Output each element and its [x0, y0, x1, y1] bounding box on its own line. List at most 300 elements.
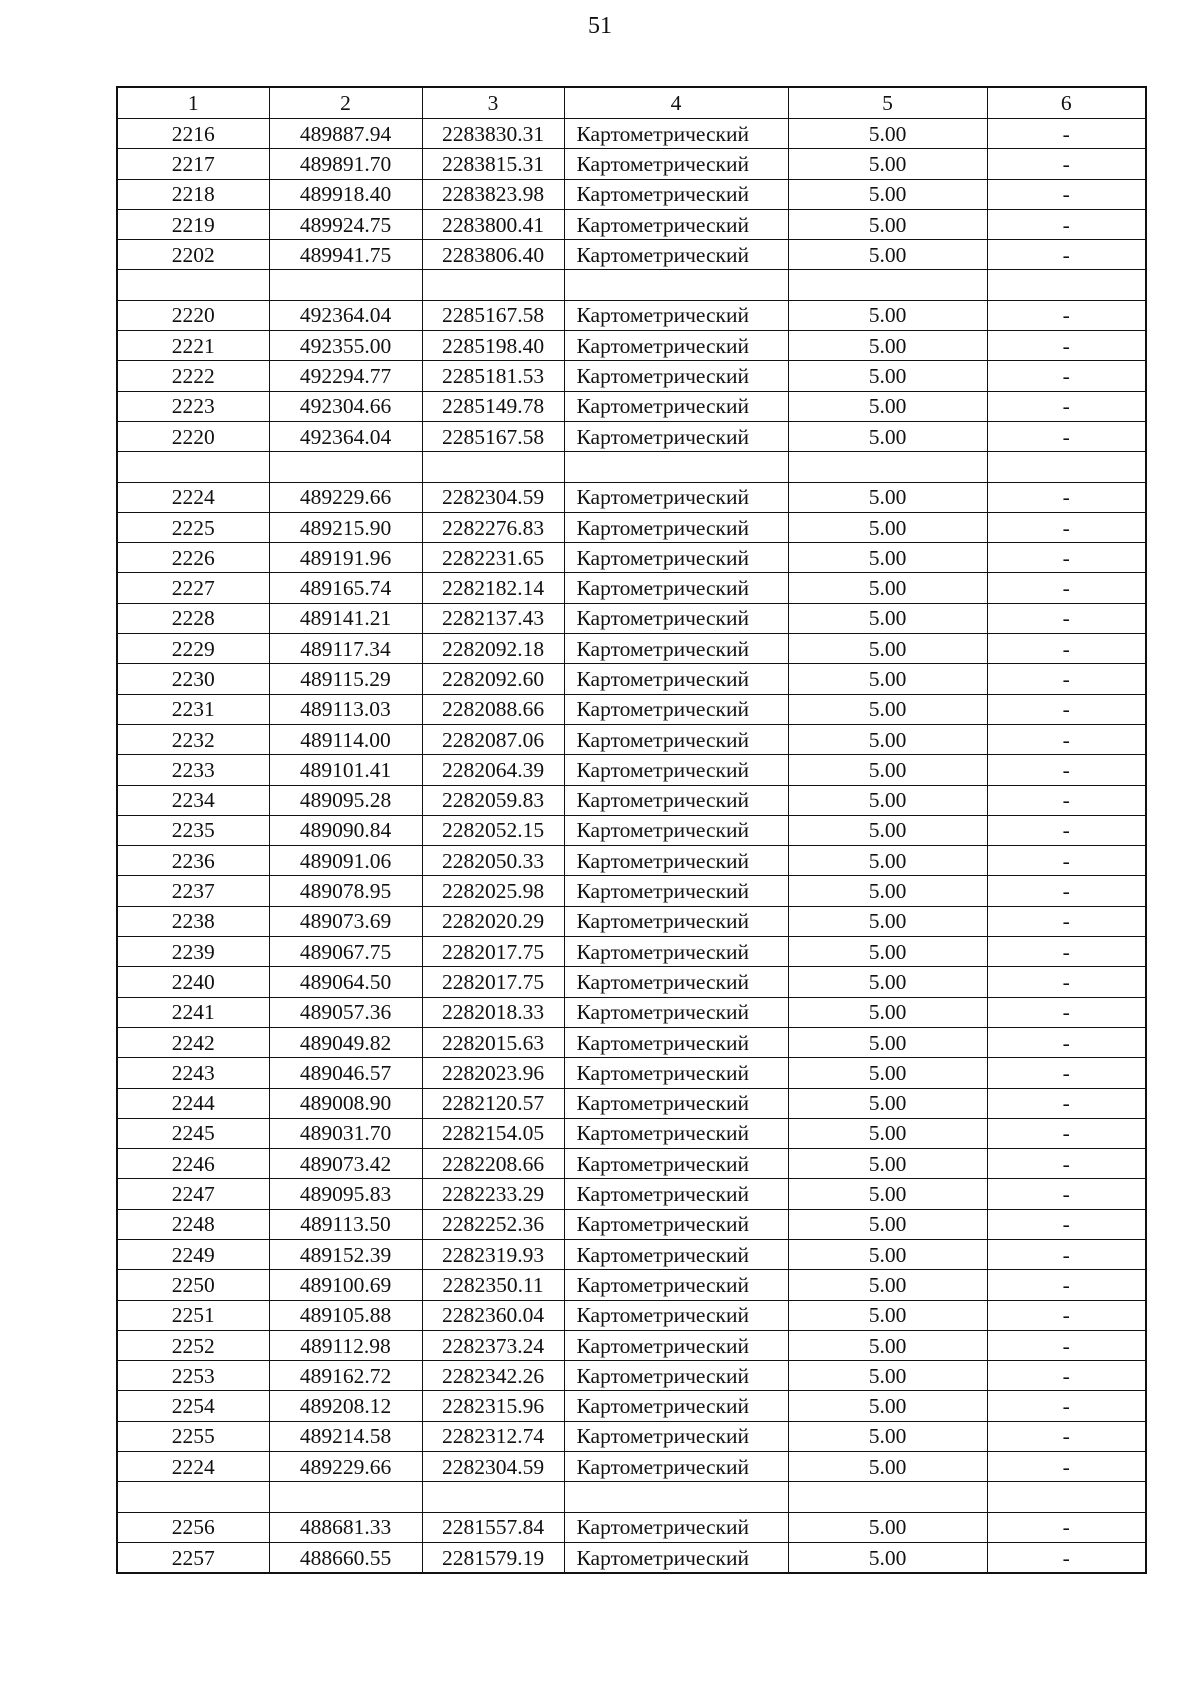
method-cell: Картометрический: [564, 1118, 788, 1148]
description-cell: -: [987, 1149, 1146, 1179]
y-coordinate-cell: 2281579.19: [422, 1542, 564, 1573]
description-cell: -: [987, 603, 1146, 633]
coordinates-table: [116, 86, 1147, 1574]
point-number-cell: 2232: [117, 724, 269, 754]
x-coordinate-cell: 489215.90: [269, 512, 422, 542]
point-number-cell: 2224: [117, 482, 269, 512]
description-cell: -: [987, 1088, 1146, 1118]
x-coordinate-cell: 489113.03: [269, 694, 422, 724]
description-cell: -: [987, 543, 1146, 573]
description-cell: -: [987, 482, 1146, 512]
point-number-cell: 2240: [117, 967, 269, 997]
accuracy-cell: 5.00: [788, 815, 987, 845]
point-number-cell: 2229: [117, 634, 269, 664]
y-coordinate-cell: 2282015.63: [422, 1027, 564, 1057]
table-row: [117, 694, 1146, 724]
point-number-cell: 2233: [117, 755, 269, 785]
description-cell: [987, 452, 1146, 482]
x-coordinate-cell: 489208.12: [269, 1391, 422, 1421]
x-coordinate-cell: [269, 1482, 422, 1512]
point-number-cell: 2248: [117, 1209, 269, 1239]
accuracy-cell: 5.00: [788, 1361, 987, 1391]
method-cell: Картометрический: [564, 573, 788, 603]
header-col-2: 2: [269, 87, 422, 119]
x-coordinate-cell: 492364.04: [269, 300, 422, 330]
point-number-cell: 2231: [117, 694, 269, 724]
accuracy-cell: [788, 1482, 987, 1512]
y-coordinate-cell: 2282092.18: [422, 634, 564, 664]
method-cell: Картометрический: [564, 119, 788, 149]
accuracy-cell: 5.00: [788, 937, 987, 967]
point-number-cell: 2237: [117, 876, 269, 906]
y-coordinate-cell: 2285181.53: [422, 361, 564, 391]
table-row: [117, 967, 1146, 997]
method-cell: Картометрический: [564, 300, 788, 330]
point-number-cell: 2230: [117, 664, 269, 694]
table-row: [117, 846, 1146, 876]
accuracy-cell: 5.00: [788, 482, 987, 512]
description-cell: -: [987, 1542, 1146, 1573]
x-coordinate-cell: 489214.58: [269, 1421, 422, 1451]
x-coordinate-cell: 489067.75: [269, 937, 422, 967]
point-number-cell: 2244: [117, 1088, 269, 1118]
method-cell: Картометрический: [564, 1512, 788, 1542]
point-number-cell: 2254: [117, 1391, 269, 1421]
method-cell: Картометрический: [564, 209, 788, 239]
accuracy-cell: 5.00: [788, 300, 987, 330]
accuracy-cell: [788, 270, 987, 300]
method-cell: Картометрический: [564, 1300, 788, 1330]
point-number-cell: [117, 270, 269, 300]
method-cell: Картометрический: [564, 391, 788, 421]
table-body: [117, 119, 1146, 1574]
method-cell: Картометрический: [564, 361, 788, 391]
accuracy-cell: 5.00: [788, 179, 987, 209]
description-cell: -: [987, 634, 1146, 664]
y-coordinate-cell: 2282137.43: [422, 603, 564, 633]
table-row: [117, 1088, 1146, 1118]
point-number-cell: 2202: [117, 240, 269, 270]
x-coordinate-cell: 489191.96: [269, 543, 422, 573]
method-cell: Картометрический: [564, 694, 788, 724]
table-row: [117, 634, 1146, 664]
y-coordinate-cell: 2282120.57: [422, 1088, 564, 1118]
y-coordinate-cell: 2282017.75: [422, 967, 564, 997]
table-row: [117, 906, 1146, 936]
description-cell: -: [987, 785, 1146, 815]
accuracy-cell: 5.00: [788, 209, 987, 239]
description-cell: -: [987, 1270, 1146, 1300]
x-coordinate-cell: [269, 452, 422, 482]
x-coordinate-cell: 489095.83: [269, 1179, 422, 1209]
x-coordinate-cell: 489057.36: [269, 997, 422, 1027]
description-cell: -: [987, 300, 1146, 330]
point-number-cell: 2219: [117, 209, 269, 239]
accuracy-cell: 5.00: [788, 1330, 987, 1360]
table-row: [117, 1239, 1146, 1269]
accuracy-cell: 5.00: [788, 967, 987, 997]
table-row: [117, 573, 1146, 603]
description-cell: [987, 1482, 1146, 1512]
accuracy-cell: 5.00: [788, 361, 987, 391]
x-coordinate-cell: 489073.69: [269, 906, 422, 936]
point-number-cell: 2225: [117, 512, 269, 542]
header-col-5: 5: [788, 87, 987, 119]
accuracy-cell: 5.00: [788, 1542, 987, 1573]
table-row: [117, 1118, 1146, 1148]
point-number-cell: 2245: [117, 1118, 269, 1148]
accuracy-cell: 5.00: [788, 876, 987, 906]
x-coordinate-cell: [269, 270, 422, 300]
y-coordinate-cell: 2282231.65: [422, 543, 564, 573]
x-coordinate-cell: 489049.82: [269, 1027, 422, 1057]
table-row: [117, 482, 1146, 512]
point-number-cell: 2249: [117, 1239, 269, 1269]
method-cell: Картометрический: [564, 603, 788, 633]
accuracy-cell: 5.00: [788, 543, 987, 573]
table-row: [117, 1300, 1146, 1330]
description-cell: -: [987, 179, 1146, 209]
description-cell: -: [987, 149, 1146, 179]
accuracy-cell: 5.00: [788, 1452, 987, 1482]
accuracy-cell: 5.00: [788, 997, 987, 1027]
method-cell: Картометрический: [564, 876, 788, 906]
table-row: [117, 815, 1146, 845]
accuracy-cell: 5.00: [788, 331, 987, 361]
table-row: [117, 1542, 1146, 1573]
y-coordinate-cell: 2285149.78: [422, 391, 564, 421]
x-coordinate-cell: 489887.94: [269, 119, 422, 149]
x-coordinate-cell: 489100.69: [269, 1270, 422, 1300]
description-cell: -: [987, 1452, 1146, 1482]
point-number-cell: 2221: [117, 331, 269, 361]
point-number-cell: 2243: [117, 1058, 269, 1088]
x-coordinate-cell: 489113.50: [269, 1209, 422, 1239]
table-row: [117, 664, 1146, 694]
y-coordinate-cell: 2282059.83: [422, 785, 564, 815]
y-coordinate-cell: 2282020.29: [422, 906, 564, 936]
accuracy-cell: 5.00: [788, 1391, 987, 1421]
method-cell: [564, 270, 788, 300]
point-number-cell: 2256: [117, 1512, 269, 1542]
accuracy-cell: 5.00: [788, 1058, 987, 1088]
method-cell: [564, 452, 788, 482]
x-coordinate-cell: 489229.66: [269, 1452, 422, 1482]
x-coordinate-cell: 489115.29: [269, 664, 422, 694]
method-cell: Картометрический: [564, 512, 788, 542]
method-cell: Картометрический: [564, 1421, 788, 1451]
accuracy-cell: 5.00: [788, 1512, 987, 1542]
method-cell: Картометрический: [564, 1391, 788, 1421]
accuracy-cell: 5.00: [788, 1209, 987, 1239]
y-coordinate-cell: 2282023.96: [422, 1058, 564, 1088]
description-cell: -: [987, 815, 1146, 845]
x-coordinate-cell: 489117.34: [269, 634, 422, 664]
method-cell: Картометрический: [564, 846, 788, 876]
accuracy-cell: 5.00: [788, 391, 987, 421]
point-number-cell: 2217: [117, 149, 269, 179]
table-row: [117, 512, 1146, 542]
description-cell: [987, 270, 1146, 300]
y-coordinate-cell: 2282088.66: [422, 694, 564, 724]
table-row: [117, 724, 1146, 754]
method-cell: Картометрический: [564, 149, 788, 179]
x-coordinate-cell: 489112.98: [269, 1330, 422, 1360]
accuracy-cell: 5.00: [788, 1027, 987, 1057]
description-cell: -: [987, 1361, 1146, 1391]
x-coordinate-cell: 489064.50: [269, 967, 422, 997]
method-cell: Картометрический: [564, 1361, 788, 1391]
method-cell: Картометрический: [564, 815, 788, 845]
method-cell: Картометрический: [564, 1088, 788, 1118]
description-cell: -: [987, 391, 1146, 421]
x-coordinate-cell: 489008.90: [269, 1088, 422, 1118]
point-number-cell: 2247: [117, 1179, 269, 1209]
header-col-1: 1: [117, 87, 269, 119]
table-row: [117, 119, 1146, 149]
y-coordinate-cell: 2282252.36: [422, 1209, 564, 1239]
table-row: [117, 1452, 1146, 1482]
table-row: [117, 300, 1146, 330]
table-row: [117, 361, 1146, 391]
method-cell: Картометрический: [564, 1542, 788, 1573]
description-cell: -: [987, 846, 1146, 876]
method-cell: Картометрический: [564, 1452, 788, 1482]
accuracy-cell: 5.00: [788, 906, 987, 936]
x-coordinate-cell: 489046.57: [269, 1058, 422, 1088]
header-col-6: 6: [987, 87, 1146, 119]
x-coordinate-cell: 492364.04: [269, 421, 422, 451]
y-coordinate-cell: 2281557.84: [422, 1512, 564, 1542]
description-cell: -: [987, 1179, 1146, 1209]
accuracy-cell: 5.00: [788, 785, 987, 815]
accuracy-cell: 5.00: [788, 1300, 987, 1330]
x-coordinate-cell: 489105.88: [269, 1300, 422, 1330]
point-number-cell: [117, 1482, 269, 1512]
description-cell: -: [987, 1058, 1146, 1088]
point-number-cell: 2239: [117, 937, 269, 967]
table-row: [117, 1027, 1146, 1057]
table-row: [117, 1361, 1146, 1391]
x-coordinate-cell: 489090.84: [269, 815, 422, 845]
accuracy-cell: 5.00: [788, 1179, 987, 1209]
table-row: [117, 937, 1146, 967]
table-row: [117, 179, 1146, 209]
x-coordinate-cell: 489073.42: [269, 1149, 422, 1179]
y-coordinate-cell: [422, 270, 564, 300]
description-cell: -: [987, 1421, 1146, 1451]
x-coordinate-cell: 489114.00: [269, 724, 422, 754]
point-number-cell: 2241: [117, 997, 269, 1027]
x-coordinate-cell: 489891.70: [269, 149, 422, 179]
method-cell: Картометрический: [564, 1058, 788, 1088]
accuracy-cell: 5.00: [788, 1239, 987, 1269]
y-coordinate-cell: 2282312.74: [422, 1421, 564, 1451]
description-cell: -: [987, 937, 1146, 967]
y-coordinate-cell: 2285167.58: [422, 300, 564, 330]
description-cell: -: [987, 1209, 1146, 1239]
table-row: [117, 603, 1146, 633]
table-row: [117, 240, 1146, 270]
x-coordinate-cell: 488681.33: [269, 1512, 422, 1542]
table-row: [117, 421, 1146, 451]
y-coordinate-cell: [422, 1482, 564, 1512]
point-number-cell: 2224: [117, 1452, 269, 1482]
separator-row: [117, 270, 1146, 300]
point-number-cell: 2238: [117, 906, 269, 936]
header-col-3: 3: [422, 87, 564, 119]
accuracy-cell: 5.00: [788, 119, 987, 149]
table-row: [117, 997, 1146, 1027]
point-number-cell: 2220: [117, 421, 269, 451]
method-cell: [564, 1482, 788, 1512]
y-coordinate-cell: 2282208.66: [422, 1149, 564, 1179]
accuracy-cell: 5.00: [788, 149, 987, 179]
point-number-cell: 2257: [117, 1542, 269, 1573]
table-row: [117, 543, 1146, 573]
x-coordinate-cell: 489229.66: [269, 482, 422, 512]
description-cell: -: [987, 1239, 1146, 1269]
table-row: [117, 1149, 1146, 1179]
y-coordinate-cell: 2285167.58: [422, 421, 564, 451]
method-cell: Картометрический: [564, 482, 788, 512]
accuracy-cell: 5.00: [788, 846, 987, 876]
table-row: [117, 1270, 1146, 1300]
y-coordinate-cell: 2282050.33: [422, 846, 564, 876]
y-coordinate-cell: 2282350.11: [422, 1270, 564, 1300]
method-cell: Картометрический: [564, 331, 788, 361]
y-coordinate-cell: 2282276.83: [422, 512, 564, 542]
method-cell: Картометрический: [564, 1149, 788, 1179]
description-cell: -: [987, 512, 1146, 542]
table-row: [117, 331, 1146, 361]
method-cell: Картометрический: [564, 906, 788, 936]
header-row: [117, 87, 1146, 119]
description-cell: -: [987, 119, 1146, 149]
point-number-cell: 2235: [117, 815, 269, 845]
description-cell: -: [987, 1391, 1146, 1421]
point-number-cell: 2228: [117, 603, 269, 633]
table-row: [117, 785, 1146, 815]
x-coordinate-cell: 488660.55: [269, 1542, 422, 1573]
accuracy-cell: 5.00: [788, 573, 987, 603]
separator-row: [117, 452, 1146, 482]
x-coordinate-cell: 489091.06: [269, 846, 422, 876]
x-coordinate-cell: 489918.40: [269, 179, 422, 209]
method-cell: Картометрический: [564, 664, 788, 694]
point-number-cell: 2218: [117, 179, 269, 209]
description-cell: -: [987, 573, 1146, 603]
description-cell: -: [987, 240, 1146, 270]
point-number-cell: 2226: [117, 543, 269, 573]
point-number-cell: 2220: [117, 300, 269, 330]
separator-row: [117, 1482, 1146, 1512]
method-cell: Картометрический: [564, 543, 788, 573]
accuracy-cell: 5.00: [788, 1421, 987, 1451]
y-coordinate-cell: 2282304.59: [422, 1452, 564, 1482]
accuracy-cell: 5.00: [788, 1088, 987, 1118]
table-row: [117, 1179, 1146, 1209]
accuracy-cell: [788, 452, 987, 482]
accuracy-cell: 5.00: [788, 694, 987, 724]
method-cell: Картометрический: [564, 240, 788, 270]
accuracy-cell: 5.00: [788, 240, 987, 270]
point-number-cell: 2236: [117, 846, 269, 876]
method-cell: Картометрический: [564, 421, 788, 451]
table-row: [117, 1421, 1146, 1451]
method-cell: Картометрический: [564, 1270, 788, 1300]
description-cell: -: [987, 967, 1146, 997]
x-coordinate-cell: 489031.70: [269, 1118, 422, 1148]
method-cell: Картометрический: [564, 997, 788, 1027]
method-cell: Картометрический: [564, 967, 788, 997]
y-coordinate-cell: 2282087.06: [422, 724, 564, 754]
page-number: 51: [588, 13, 612, 39]
method-cell: Картометрический: [564, 634, 788, 664]
accuracy-cell: 5.00: [788, 512, 987, 542]
x-coordinate-cell: 489165.74: [269, 573, 422, 603]
point-number-cell: 2242: [117, 1027, 269, 1057]
x-coordinate-cell: 492355.00: [269, 331, 422, 361]
accuracy-cell: 5.00: [788, 634, 987, 664]
x-coordinate-cell: 489152.39: [269, 1239, 422, 1269]
point-number-cell: 2234: [117, 785, 269, 815]
x-coordinate-cell: 489924.75: [269, 209, 422, 239]
y-coordinate-cell: 2283823.98: [422, 179, 564, 209]
description-cell: -: [987, 361, 1146, 391]
description-cell: -: [987, 724, 1146, 754]
y-coordinate-cell: 2283800.41: [422, 209, 564, 239]
table-row: [117, 391, 1146, 421]
y-coordinate-cell: 2282154.05: [422, 1118, 564, 1148]
y-coordinate-cell: 2282017.75: [422, 937, 564, 967]
method-cell: Картометрический: [564, 785, 788, 815]
method-cell: Картометрический: [564, 179, 788, 209]
y-coordinate-cell: 2282064.39: [422, 755, 564, 785]
table-row: [117, 1330, 1146, 1360]
method-cell: Картометрический: [564, 1239, 788, 1269]
accuracy-cell: 5.00: [788, 724, 987, 754]
description-cell: -: [987, 1300, 1146, 1330]
table-row: [117, 755, 1146, 785]
description-cell: -: [987, 331, 1146, 361]
table-row: [117, 1391, 1146, 1421]
method-cell: Картометрический: [564, 755, 788, 785]
y-coordinate-cell: 2283830.31: [422, 119, 564, 149]
point-number-cell: 2253: [117, 1361, 269, 1391]
method-cell: Картометрический: [564, 1330, 788, 1360]
method-cell: Картометрический: [564, 937, 788, 967]
y-coordinate-cell: 2282233.29: [422, 1179, 564, 1209]
table-row: [117, 1512, 1146, 1542]
description-cell: -: [987, 664, 1146, 694]
method-cell: Картометрический: [564, 724, 788, 754]
y-coordinate-cell: 2283815.31: [422, 149, 564, 179]
y-coordinate-cell: 2285198.40: [422, 331, 564, 361]
accuracy-cell: 5.00: [788, 421, 987, 451]
y-coordinate-cell: 2282319.93: [422, 1239, 564, 1269]
y-coordinate-cell: 2282092.60: [422, 664, 564, 694]
accuracy-cell: 5.00: [788, 603, 987, 633]
y-coordinate-cell: 2282373.24: [422, 1330, 564, 1360]
description-cell: -: [987, 209, 1146, 239]
x-coordinate-cell: 489101.41: [269, 755, 422, 785]
y-coordinate-cell: 2282052.15: [422, 815, 564, 845]
point-number-cell: 2216: [117, 119, 269, 149]
point-number-cell: 2255: [117, 1421, 269, 1451]
description-cell: -: [987, 876, 1146, 906]
point-number-cell: 2246: [117, 1149, 269, 1179]
